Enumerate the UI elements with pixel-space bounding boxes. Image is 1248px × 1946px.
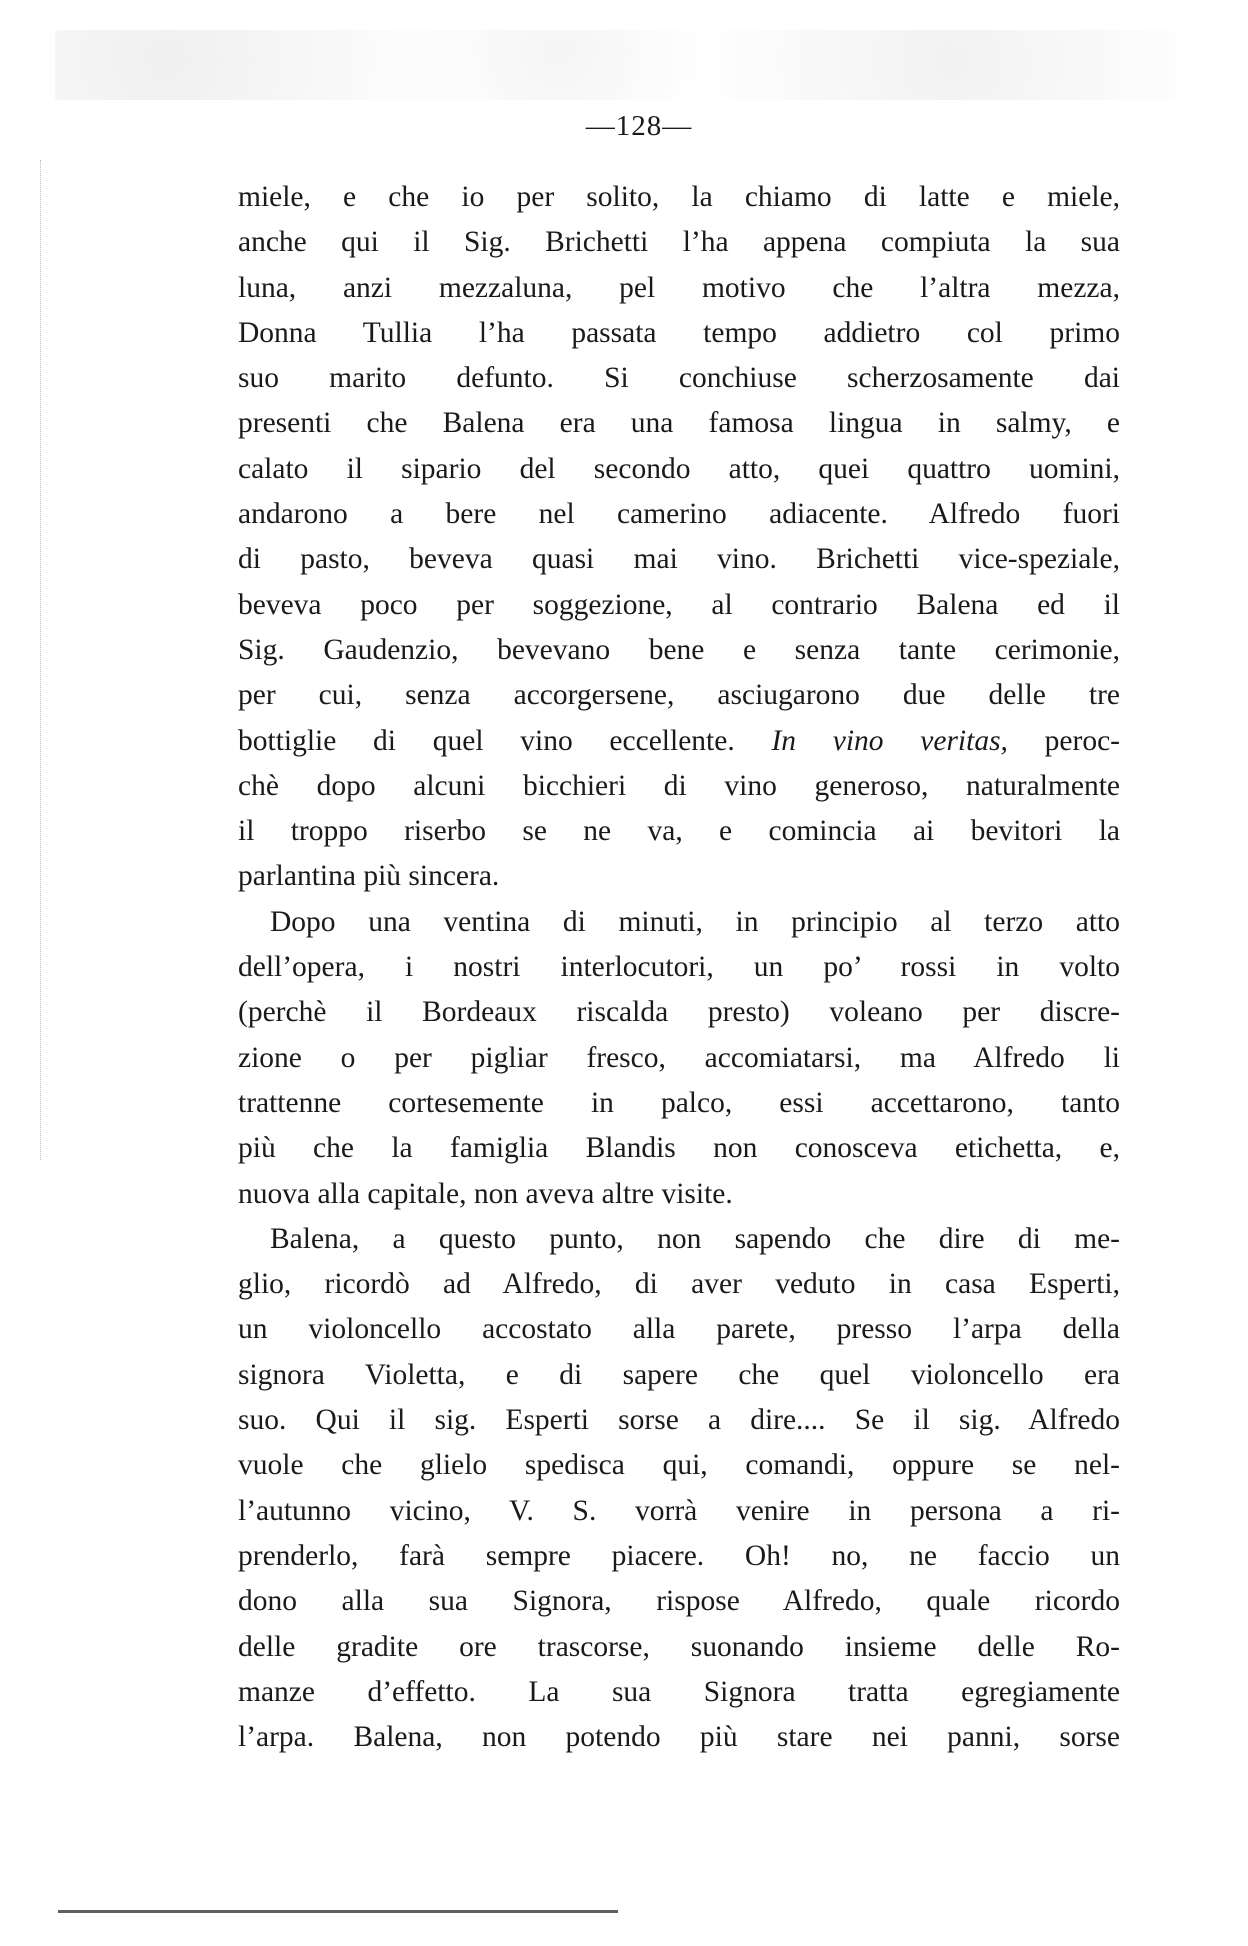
text-line: luna, anzi mezzaluna, pel motivo che l’altra mezza, bbox=[238, 271, 1120, 304]
text-line: dell’opera, i nostri interlocutori, un po’ rossi in volto bbox=[238, 951, 1120, 984]
text-line: manze d’effetto. La sua Signora tratta egregiamente bbox=[238, 1675, 1120, 1708]
text-line: suo. Qui il sig. Esperti sorse a dire.... Se il sig. Alfredo bbox=[238, 1404, 1120, 1437]
text-line: parlantina più sincera. bbox=[238, 860, 500, 893]
text-line: anche qui il Sig. Brichetti l’ha appena compiuta la sua bbox=[238, 226, 1120, 259]
text-line: presenti che Balena era una famosa lingua in salmy, e bbox=[238, 407, 1120, 440]
text-line: l’autunno vicino, V. S. vorrà venire in persona a ri- bbox=[238, 1494, 1120, 1527]
text-line: beveva poco per soggezione, al contrario Balena ed il bbox=[238, 588, 1120, 621]
text-line: per cui, senza accorgersene, asciugarono due delle tre bbox=[238, 679, 1120, 712]
text-line: signora Violetta, e di sapere che quel violoncello era bbox=[238, 1358, 1120, 1391]
text-line: l’arpa. Balena, non potendo più stare nei panni, sorse bbox=[238, 1721, 1120, 1754]
text-segment: bottiglie di quel vino eccellente. bbox=[238, 724, 772, 757]
text-line-with-italic bbox=[238, 719, 1120, 764]
text-line: vuole che glielo spedisca qui, comandi, oppure se nel- bbox=[238, 1449, 1120, 1482]
paper-speckle bbox=[55, 30, 1175, 100]
text-line: miele, e che io per solito, la chiamo di latte e miele, bbox=[238, 181, 1120, 213]
text-line: delle gradite ore trascorse, suonando insieme delle Ro- bbox=[238, 1630, 1120, 1663]
text-line: prenderlo, farà sempre piacere. Oh! no, ne faccio un bbox=[238, 1539, 1120, 1572]
page-number: —128— bbox=[585, 110, 693, 142]
text-line: zione o per pigliar fresco, accomiatarsi, ma Alfredo li bbox=[238, 1041, 1120, 1074]
text-segment: peroc- bbox=[1007, 724, 1120, 757]
text-line: Donna Tullia l’ha passata tempo addietro col primo bbox=[238, 316, 1120, 349]
italic-phrase: In vino veritas, bbox=[771, 724, 1008, 757]
text-line: suo marito defunto. Si conchiuse scherzosamente dai bbox=[238, 362, 1120, 395]
text-line: il troppo riserbo se ne va, e comincia ai bevitori la bbox=[238, 815, 1120, 848]
text-line: di pasto, beveva quasi mai vino. Brichetti vice-speziale, bbox=[238, 543, 1120, 576]
text-line: calato il sipario del secondo atto, quei quattro uomini, bbox=[238, 452, 1120, 485]
body-text bbox=[238, 175, 1120, 1760]
text-line: dono alla sua Signora, rispose Alfredo, quale ricordo bbox=[238, 1585, 1120, 1618]
text-line: un violoncello accostato alla parete, presso l’arpa della bbox=[238, 1313, 1120, 1346]
paragraph-first-line: Dopo una ventina di minuti, in principio al terzo atto bbox=[270, 905, 1120, 938]
text-line: Sig. Gaudenzio, bevevano bene e senza tante cerimonie, bbox=[238, 633, 1120, 666]
page-edge-shadow bbox=[40, 160, 49, 1160]
bottom-rule bbox=[58, 1910, 618, 1913]
text-line: trattenne cortesemente in palco, essi accettarono, tanto bbox=[238, 1086, 1120, 1119]
text-line: più che la famiglia Blandis non conosceva etichetta, e, bbox=[238, 1132, 1120, 1165]
text-line: (perchè il Bordeaux riscalda presto) voleano per discre- bbox=[238, 996, 1120, 1029]
text-line: chè dopo alcuni bicchieri di vino generoso, naturalmente bbox=[238, 769, 1120, 802]
paragraph-first-line: Balena, a questo punto, non sapendo che dire di me- bbox=[270, 1222, 1120, 1255]
text-line: andarono a bere nel camerino adiacente. Alfredo fuori bbox=[238, 498, 1120, 531]
text-line: glio, ricordò ad Alfredo, di aver veduto in casa Esperti, bbox=[238, 1268, 1120, 1301]
text-line: nuova alla capitale, non aveva altre visite. bbox=[238, 1177, 733, 1210]
